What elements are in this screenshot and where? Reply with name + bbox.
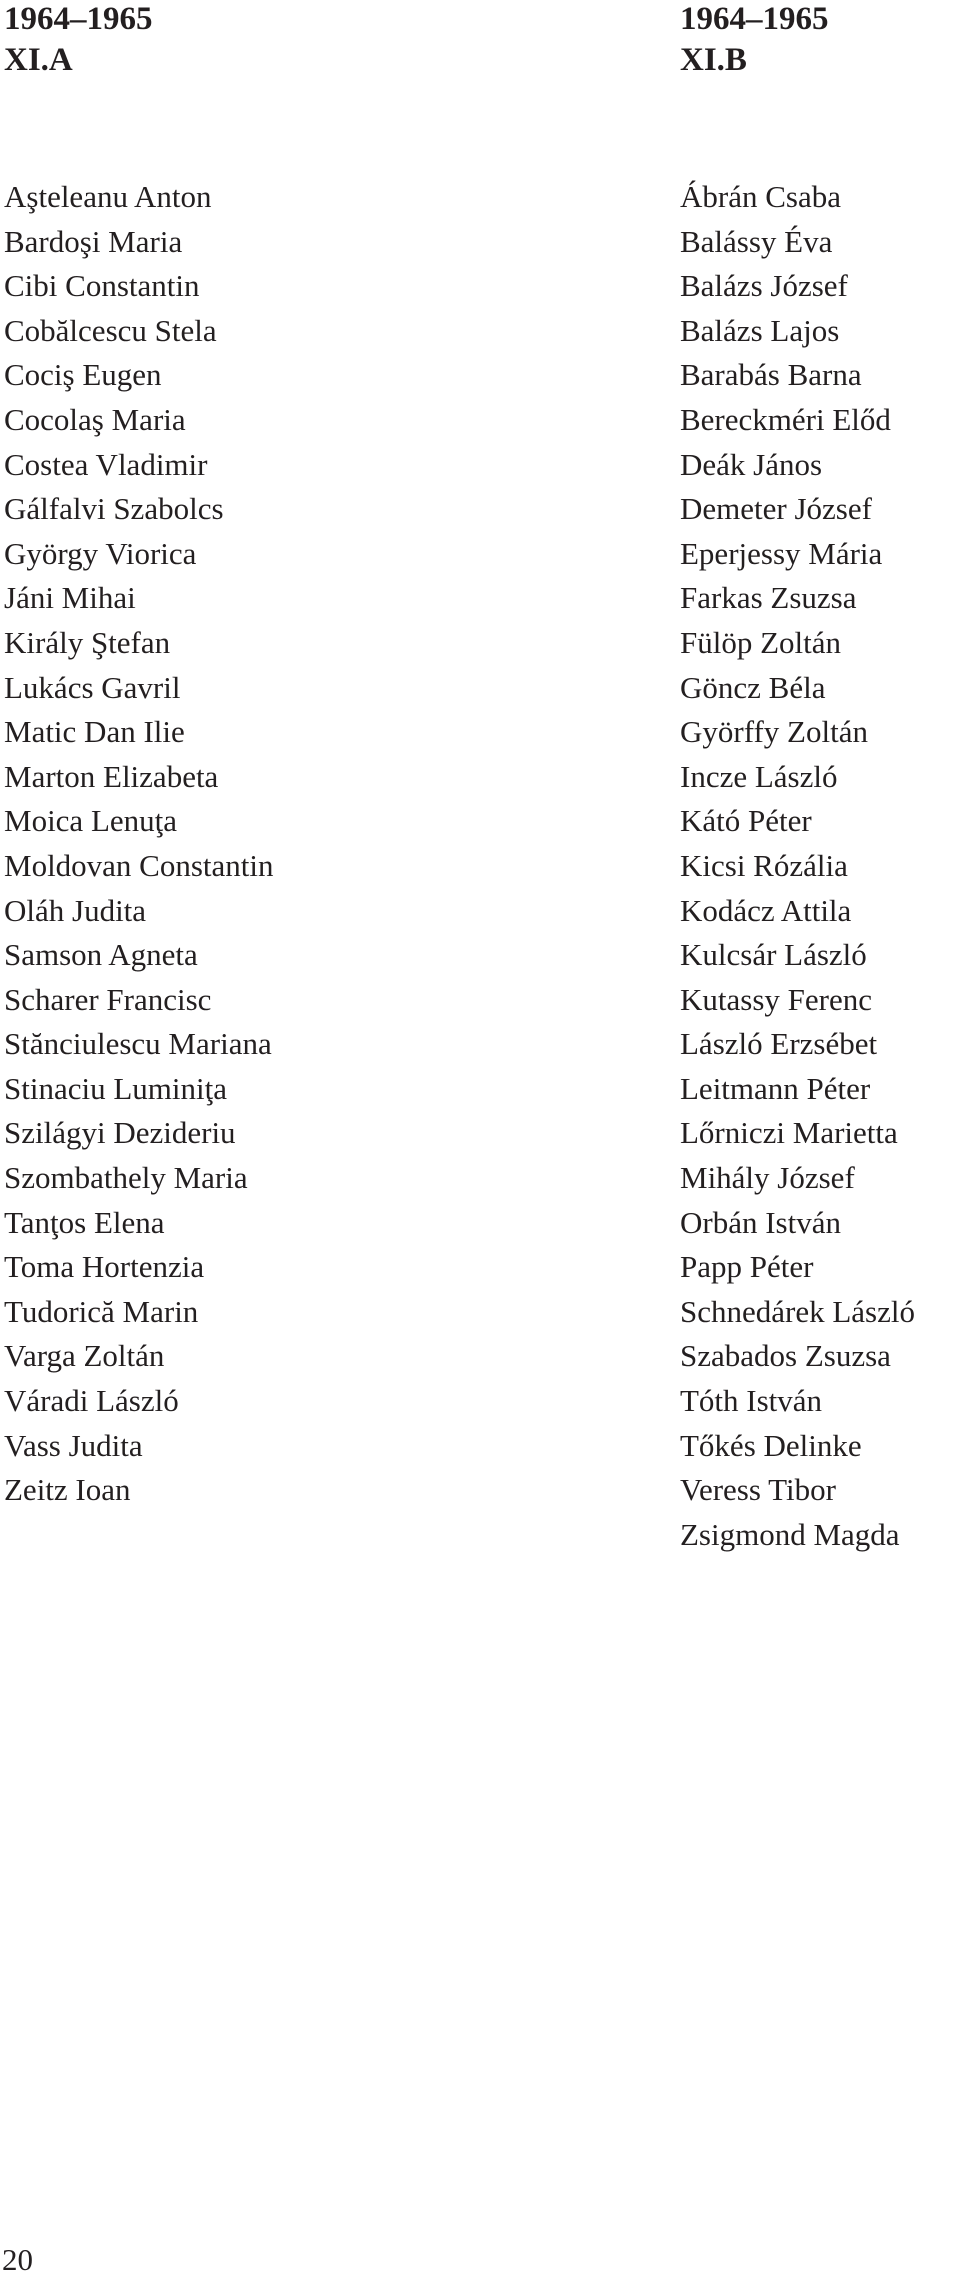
student-name: Stănciulescu Mariana — [4, 1026, 272, 1062]
student-name: Marton Elizabeta — [4, 758, 219, 794]
school-year-heading: 1964–1965 — [4, 1, 153, 37]
student-name: Scharer Francisc — [4, 981, 212, 1017]
student-name: Eperjessy Mária — [680, 535, 883, 571]
student-name: Tudorică Marin — [4, 1293, 199, 1329]
student-name: Zsigmond Magda — [680, 1516, 900, 1552]
student-name: Farkas Zsuzsa — [680, 580, 857, 616]
student-name: Veress Tibor — [680, 1472, 836, 1508]
student-name: Kutassy Ferenc — [680, 981, 872, 1017]
student-name: Stinaciu Luminiţa — [4, 1070, 227, 1106]
student-name: Cibi Constantin — [4, 268, 200, 304]
student-name: Tanţos Elena — [4, 1204, 165, 1240]
student-name: Oláh Judita — [4, 892, 147, 928]
student-name: László Erzsébet — [680, 1026, 878, 1062]
student-name: Barabás Barna — [680, 357, 862, 393]
student-name: Toma Hortenzia — [4, 1249, 205, 1285]
student-name: Zeitz Ioan — [4, 1472, 131, 1508]
class-heading: XI.A — [4, 42, 73, 78]
student-name: Mihály József — [680, 1160, 855, 1196]
student-name: Moldovan Constantin — [4, 847, 274, 883]
student-name: Samson Agneta — [4, 937, 198, 973]
student-name: Ábrán Csaba — [680, 179, 841, 214]
student-name: Balázs Lajos — [680, 312, 840, 348]
student-name: Tőkés Delinke — [680, 1427, 862, 1463]
student-name: Incze László — [680, 758, 838, 794]
student-name: Deák János — [680, 446, 823, 482]
student-name: Király Ştefan — [4, 624, 171, 660]
class-column-xi-b — [680, 0, 960, 1552]
student-name: Szombathely Maria — [4, 1160, 248, 1196]
student-list — [4, 175, 274, 1513]
student-list — [680, 175, 915, 1557]
student-name: Szabados Zsuzsa — [680, 1338, 891, 1374]
student-name: Jáni Mihai — [4, 580, 136, 616]
student-name: Györffy Zoltán — [680, 714, 868, 750]
student-name: Gálfalvi Szabolcs — [4, 491, 224, 527]
student-name: Kodácz Attila — [680, 892, 852, 928]
student-name: Kulcsár László — [680, 937, 867, 973]
student-name: Varga Zoltán — [4, 1338, 165, 1374]
student-name: Balázs József — [680, 268, 848, 304]
student-name: György Viorica — [4, 535, 197, 571]
student-name: Papp Péter — [680, 1249, 814, 1285]
student-name: Vass Judita — [4, 1427, 143, 1463]
page-number: 20 — [2, 2242, 33, 2277]
student-name: Aşteleanu Anton — [4, 179, 212, 214]
student-name: Lőrniczi Marietta — [680, 1115, 898, 1151]
school-year-heading: 1964–1965 — [680, 1, 829, 37]
student-name: Cociş Eugen — [4, 357, 162, 393]
student-name: Cocolaş Maria — [4, 401, 186, 437]
student-name: Leitmann Péter — [680, 1070, 871, 1106]
student-name: Bardoşi Maria — [4, 223, 183, 259]
student-name: Kicsi Rózália — [680, 847, 848, 883]
student-name: Göncz Béla — [680, 669, 826, 705]
student-name: Fülöp Zoltán — [680, 624, 842, 660]
student-name: Moica Lenuţa — [4, 803, 178, 839]
class-heading: XI.B — [680, 42, 747, 78]
student-name: Cobălcescu Stela — [4, 312, 217, 348]
student-name: Matic Dan Ilie — [4, 714, 185, 750]
student-name: Tóth István — [680, 1383, 823, 1419]
student-name: Schnedárek László — [680, 1293, 915, 1329]
student-name: Kátó Péter — [680, 803, 812, 839]
student-name: Váradi László — [4, 1383, 179, 1419]
student-name: Orbán István — [680, 1204, 841, 1240]
student-name: Balássy Éva — [680, 223, 833, 259]
student-name: Costea Vladimir — [4, 446, 208, 482]
class-column-xi-a — [4, 0, 664, 1508]
student-name: Demeter József — [680, 491, 872, 527]
student-name: Lukács Gavril — [4, 669, 181, 705]
student-name: Szilágyi Dezideriu — [4, 1115, 236, 1151]
student-name: Bereckméri Előd — [680, 401, 891, 437]
